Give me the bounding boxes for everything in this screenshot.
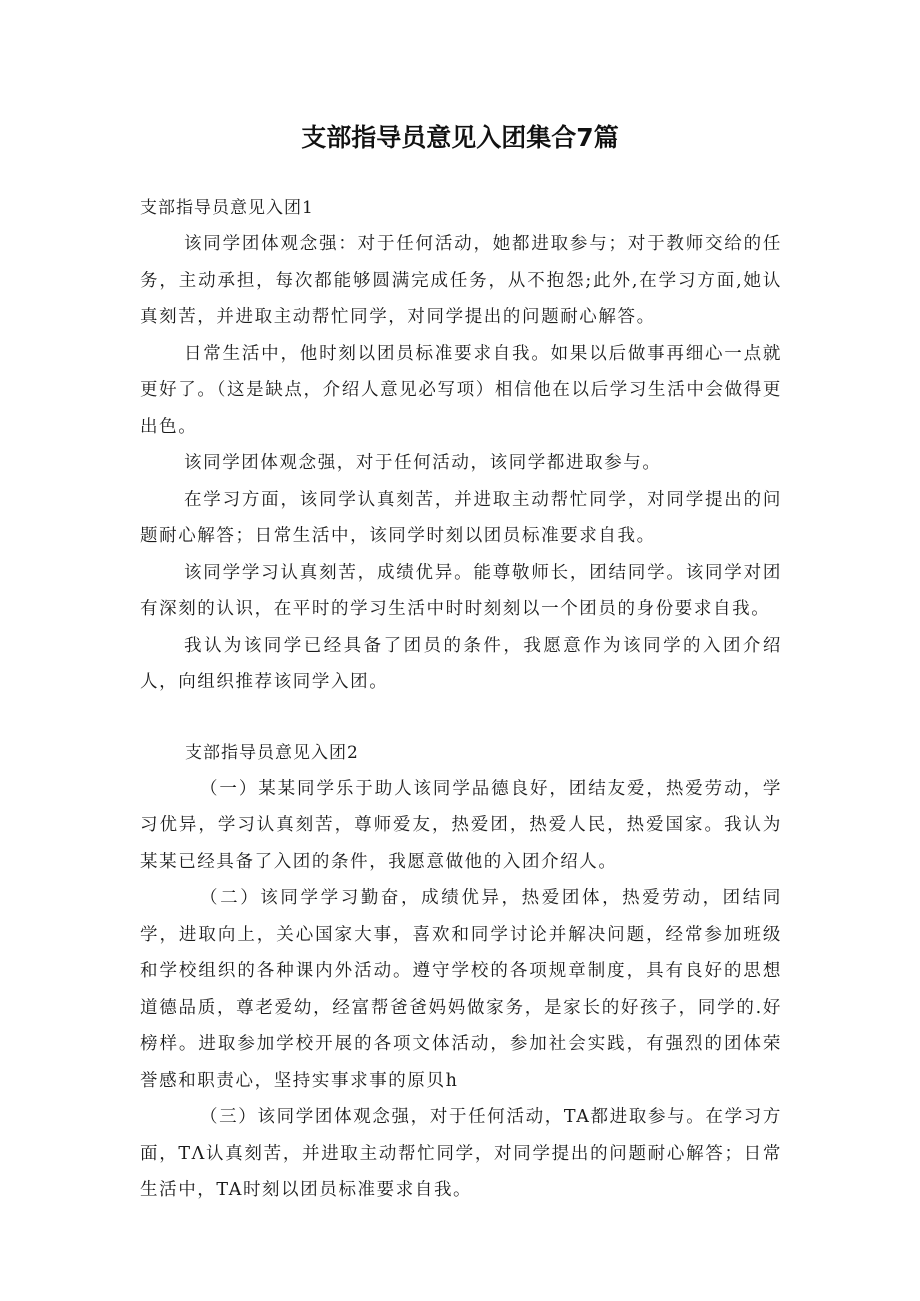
paragraph: 我认为该同学已经具备了团员的条件，我愿意作为该同学的入团介绍人，向组织推荐该同学入团。 (140, 635, 782, 692)
section-heading: 支部指导员意见入团1 (140, 198, 314, 218)
paragraph: （二）该同学学习勤奋，成绩优异，热爱团体，热爱劳动，团结同学，进取向上，关心国家大事，喜欢和同学讨论并解决问题，经常参加班级和学校组织的各种课内外活动。遵守学校的各项规章制度，具有良好的思想道德品质，尊老爱幼，经富帮爸爸妈妈做家务，是家长的好孩子，同学的.好榜样。进取参加学校开展的各项文体活动，参加社会实践，有强烈的团体荣誉感和职责心，坚持实事求事的原贝h (140, 888, 782, 1091)
paragraph: 日常生活中，他时刻以团员标准要求自我。如果以后做事再细心一点就更好了。（这是缺点，介绍人意见必写项）相信他在以后学习生活中会做得更出色。 (140, 343, 782, 437)
paragraph: 该同学团体观念强，对于任何活动，该同学都进取参与。 (184, 453, 662, 473)
section-1 (140, 190, 782, 701)
paragraph: （三）该同学团体观念强，对于任何活动，TA都进取参与。在学习方面，TΛ认真刻苦，并进取主动帮忙同学，对同学提出的问题耐心解答；日常生活中，TA时刻以团员标准要求自我。 (140, 1107, 782, 1200)
section-spacer (140, 701, 782, 735)
document-title: 支部指导员意见入团集合7篇 (301, 123, 619, 152)
document-body (140, 190, 782, 1209)
paragraph: （一）某某同学乐于助人该同学品德良好，团结友爱，热爱劳动，学习优异，学习认真刻苦，尊师爱友，热爱团，热爱人民，热爱国家。我认为某某已经具备了入团的条件，我愿意做他的入团介绍人。 (140, 778, 782, 872)
paragraph: 该同学团体观念强：对于任何活动，她都进取参与；对于教师交给的任务，主动承担，每次都能够圆满完成任务，从不抱怨;此外,在学习方面,她认真刻苦，并进取主动帮忙同学，对同学提出的问题耐心解答。 (140, 234, 782, 327)
section-heading: 支部指导员意见入团2 (185, 742, 359, 763)
section-2 (140, 735, 782, 1209)
paragraph: 在学习方面，该同学认真刻苦，并进取主动帮忙同学，对同学提出的问题耐心解答；日常生活中，该同学时刻以团员标准要求自我。 (140, 489, 782, 546)
paragraph: 该同学学习认真刻苦，成绩优异。能尊敬师长，团结同学。该同学对团有深刻的认识，在平时的学习生活中时时刻刻以一个团员的身份要求自我。 (140, 562, 782, 619)
